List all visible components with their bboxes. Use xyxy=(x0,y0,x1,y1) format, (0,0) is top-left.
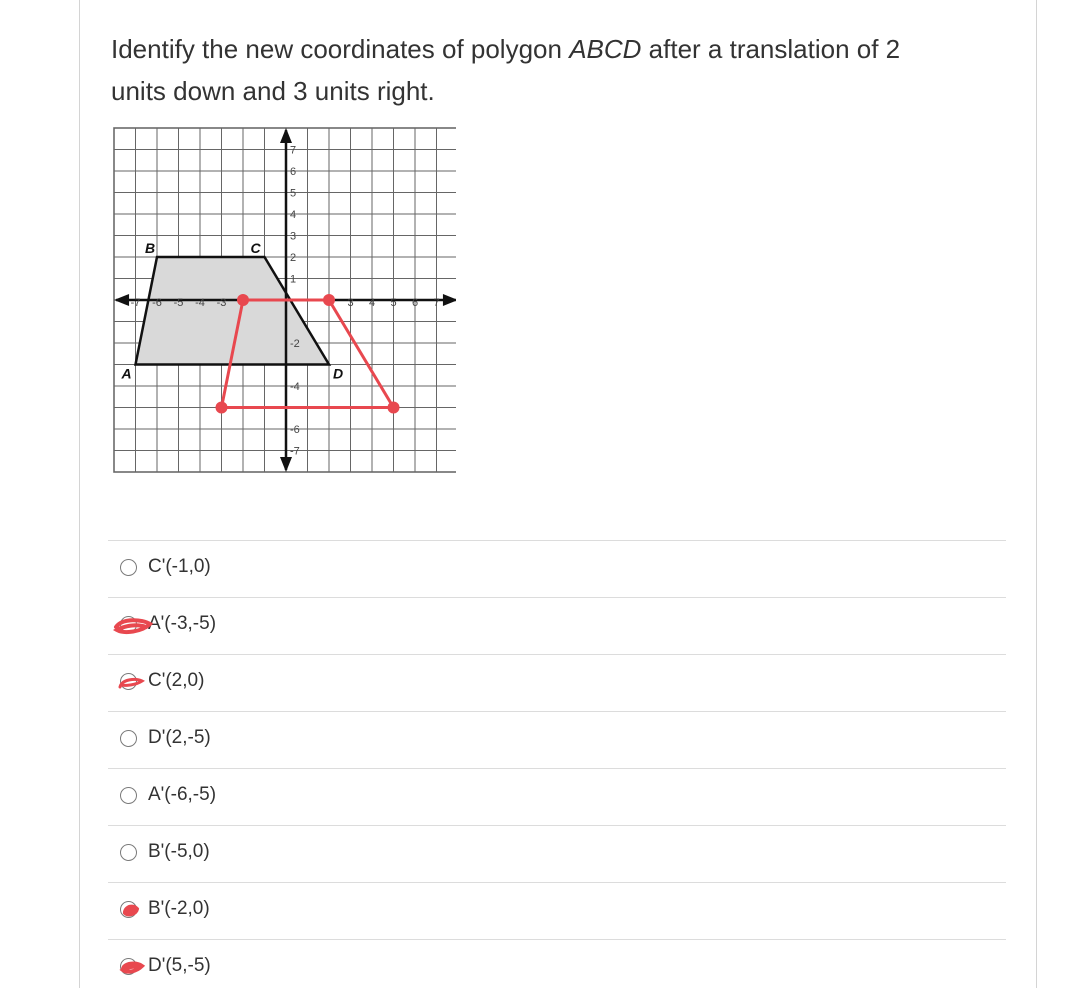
red-scribble-mark xyxy=(112,669,154,695)
question-line2: units down and 3 units right. xyxy=(111,76,435,106)
choice-option[interactable] xyxy=(108,939,1006,996)
y-tick-label: -2 xyxy=(290,338,300,350)
translated-vertex-dot xyxy=(237,294,249,306)
y-tick-label: 2 xyxy=(290,252,297,264)
x-tick-label: -4 xyxy=(195,297,205,309)
vertex-label-b: B xyxy=(145,240,156,256)
x-tick-label: -7 xyxy=(130,297,141,309)
y-tick-label: 4 xyxy=(290,209,297,221)
y-tick-label: 6 xyxy=(290,166,297,178)
x-tick-label: 5 xyxy=(390,297,397,309)
panel-right-border xyxy=(1036,0,1037,988)
y-tick-label: -4 xyxy=(290,381,300,393)
translated-vertex-dot xyxy=(323,294,335,306)
question-line1-prefix: Identify the new coordinates of polygon xyxy=(111,34,570,64)
choice-option[interactable] xyxy=(108,825,1006,882)
choice-option[interactable] xyxy=(108,540,1006,597)
polygon-name: ABCD xyxy=(569,34,642,64)
translated-vertex-dot xyxy=(388,402,400,414)
x-tick-label: -5 xyxy=(173,297,184,309)
choice-option[interactable] xyxy=(108,768,1006,825)
question-line1-suffix: after a translation of 2 xyxy=(641,34,901,64)
choice-label: C'(2,0) xyxy=(148,670,205,691)
coordinate-graph xyxy=(110,126,456,486)
x-tick-label: 3 xyxy=(347,297,354,309)
red-scribble-mark xyxy=(112,954,154,980)
choice-label: D'(2,-5) xyxy=(148,727,211,748)
radio-button[interactable] xyxy=(120,844,137,861)
radio-button[interactable] xyxy=(120,559,137,576)
choice-option[interactable] xyxy=(108,654,1006,711)
x-tick-label: -6 xyxy=(152,297,162,309)
y-tick-label: 3 xyxy=(290,230,297,243)
x-tick-label: 6 xyxy=(411,297,419,309)
vertex-label-a: A xyxy=(121,365,132,382)
x-tick-label: -3 xyxy=(216,297,227,309)
red-scribble-mark xyxy=(112,612,154,638)
x-tick-label: 7 xyxy=(433,297,440,309)
choice-label: B'(-2,0) xyxy=(148,898,210,919)
y-tick-label: -7 xyxy=(290,445,300,458)
y-tick-label: -6 xyxy=(290,424,300,436)
choice-label: B'(-5,0) xyxy=(148,841,210,862)
choice-label: D'(5,-5) xyxy=(148,955,211,976)
x-tick-label: 4 xyxy=(368,297,376,309)
panel-left-border xyxy=(79,0,80,988)
choice-option[interactable] xyxy=(108,882,1006,939)
choice-option[interactable] xyxy=(108,597,1006,654)
vertex-label-d: D xyxy=(333,365,344,382)
choice-option[interactable] xyxy=(108,711,1006,768)
choice-label: C'(-1,0) xyxy=(148,556,211,577)
y-tick-label: 1 xyxy=(290,273,297,286)
y-tick-label: 5 xyxy=(290,187,297,200)
red-scribble-mark xyxy=(112,897,154,923)
radio-button[interactable] xyxy=(120,730,137,747)
y-tick-label: 7 xyxy=(290,144,297,157)
question-text xyxy=(111,28,1011,112)
radio-button[interactable] xyxy=(120,787,137,804)
vertex-label-c: C xyxy=(250,240,261,256)
answer-choices xyxy=(108,540,1006,996)
choice-label: A'(-6,-5) xyxy=(148,784,217,805)
choice-label: A'(-3,-5) xyxy=(148,613,217,634)
translated-vertex-dot xyxy=(216,402,228,414)
